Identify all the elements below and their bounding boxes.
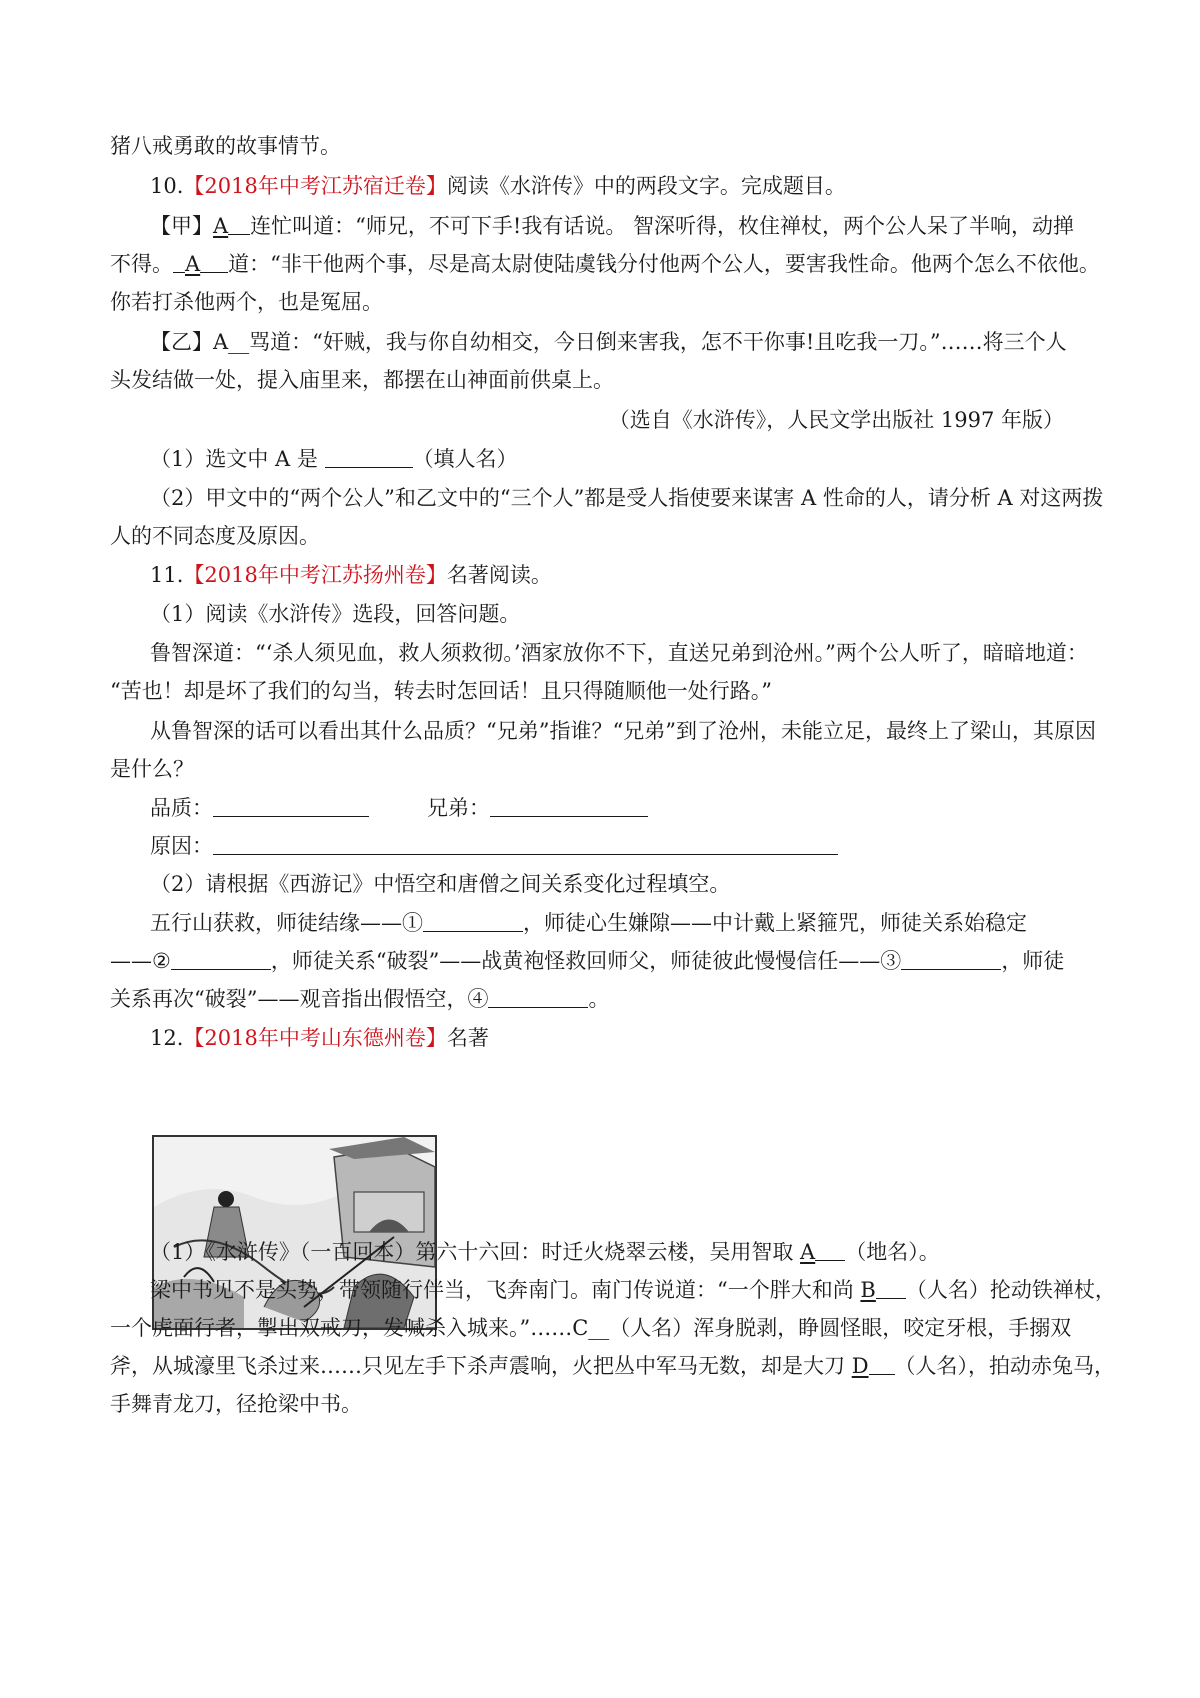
q10-heading [150, 172, 846, 200]
chain-blank-2[interactable] [171, 947, 271, 970]
chain-blank-4[interactable] [488, 985, 588, 1008]
q11-source: 【2018年中考江苏扬州卷】 [183, 563, 447, 587]
q10-jia-blank-a2: A [185, 252, 201, 276]
q12-number: 12. [150, 1026, 184, 1050]
chain-blank-1[interactable] [423, 909, 523, 932]
chain-blank-3[interactable] [901, 947, 1001, 970]
q10-jia-tag: 【甲】 [150, 214, 213, 238]
q11-label-brother: 兄弟： [427, 796, 490, 820]
q10-yi-line1: 【乙】A__骂道：“奸贼，我与你自幼相交，今日倒来害我，怎不干你事!且吃我一刀。”……将三个人 [150, 330, 1067, 354]
q11-brother-blank[interactable] [490, 794, 648, 817]
q12-blank-a: A [800, 1240, 816, 1264]
q11-question-line2: 是什么？ [110, 757, 194, 781]
q11-quality-row [150, 794, 648, 822]
q10-number: 10. [150, 174, 184, 198]
q12-p3: 斧，从城濠里飞杀过来……只见左手下杀声震响，火把丛中军马无数，却是大刀 D （人名），拍动赤兔马， [110, 1354, 1116, 1378]
q11-passage-line1: 鲁智深道：“‘杀人须见血，救人须救彻。’酒家放你不下，直送兄弟到沧州。”两个公人听了，暗暗地道： [150, 641, 1088, 665]
q10-source: 【2018年中考江苏宿迁卷】 [183, 174, 447, 198]
q12-p4: 手舞青龙刀，径抢梁中书。 [110, 1392, 362, 1416]
q12-blank-d: D [851, 1354, 869, 1378]
q11-label-quality: 品质： [150, 796, 213, 820]
q12-p2: 一个虎面行者，掣出双戒刀，发喊杀入城来。”……C__（人名）浑身脱剥，睁圆怪眼，咬定牙根，手搦双 [110, 1316, 1072, 1340]
q12-heading [150, 1024, 489, 1052]
q11-reason-blank[interactable] [213, 832, 838, 855]
q12-prompt: 名著 [446, 1026, 489, 1050]
intro-tail: 猪八戒勇敢的故事情节。 [110, 134, 341, 158]
q10-prompt: 阅读《水浒传》中的两段文字。完成题目。 [446, 174, 846, 198]
q10-sub1: （1）选文中 A 是 （填人名） [150, 447, 518, 471]
q12-blank-b: B [860, 1278, 876, 1302]
q10-jia-line1: 【甲】A 连忙叫道：“师兄，不可下手!我有话说。 智深听得，枚住禅杖，两个公人呆了半响，动掸 [150, 214, 1075, 238]
q10-sub2-line2: 人的不同态度及原因。 [110, 524, 320, 548]
q11-question-line1: 从鲁智深的话可以看出其什么品质？“兄弟”指谁？“兄弟”到了沧州，未能立足，最终上了梁山，其原因 [150, 719, 1096, 743]
q10-sub2-line1: （2）甲文中的“两个公人”和乙文中的“三个人”都是受人指使要来谋害 A 性命的人，请分析 A 对这两拨 [150, 486, 1104, 510]
q11-chain-line2: ——② ，师徒关系“破裂”——战黄袍怪救回师父，师徒彼此慢慢信任——③ ，师徒 [110, 949, 1065, 973]
q10-yi-line2: 头发结做一处，提入庙里来，都摆在山神面前供桌上。 [110, 368, 614, 392]
q11-chain-line3: 关系再次“破裂”——观音指出假悟空，④ 。 [110, 987, 610, 1011]
q10-sub1-answer-blank[interactable] [325, 445, 413, 468]
q10-citation: （选自《水浒传》，人民文学出版社 1997 年版） [608, 408, 1064, 432]
q11-quality-blank[interactable] [213, 794, 369, 817]
q12-sub1: （1）《水浒传》（一百回本）第六十六回：时迁火烧翠云楼，吴用智取 A （地名）。 [150, 1240, 940, 1264]
q10-yi-tag: 【乙】 [150, 330, 213, 354]
q12-p1: 梁中书见不是头势，带领随行伴当，飞奔南门。南门传说道：“一个胖大和尚 B （人名）抡动铁禅杖， [150, 1278, 1116, 1302]
q11-prompt: 名著阅读。 [446, 563, 552, 587]
q11-reason-row [150, 832, 838, 860]
q10-jia-line3: 你若打杀他两个，也是冤屈。 [110, 290, 383, 314]
q12-source: 【2018年中考山东德州卷】 [183, 1026, 447, 1050]
q10-jia-blank-a1: A [213, 214, 229, 238]
q10-jia-line2: 不得。 A 道：“非干他两个事，尽是高太尉使陆虞钱分付他两个公人，要害我性命。他两个怎么不依他。 [110, 252, 1100, 276]
q11-chain-line1: 五行山获救，师徒结缘——① ，师徒心生嫌隙——中计戴上紧箍咒，师徒关系始稳定 [150, 911, 1027, 935]
q11-passage-line2: “苦也！却是坏了我们的勾当，转去时怎回话！且只得随顺他一处行路。” [110, 679, 772, 703]
q11-number: 11. [150, 563, 184, 587]
q11-label-reason: 原因： [150, 834, 213, 858]
q11-sub2: （2）请根据《西游记》中悟空和唐僧之间关系变化过程填空。 [150, 872, 731, 896]
q11-heading [150, 561, 552, 589]
q11-sub1: （1）阅读《水浒传》选段，回答问题。 [150, 602, 521, 626]
